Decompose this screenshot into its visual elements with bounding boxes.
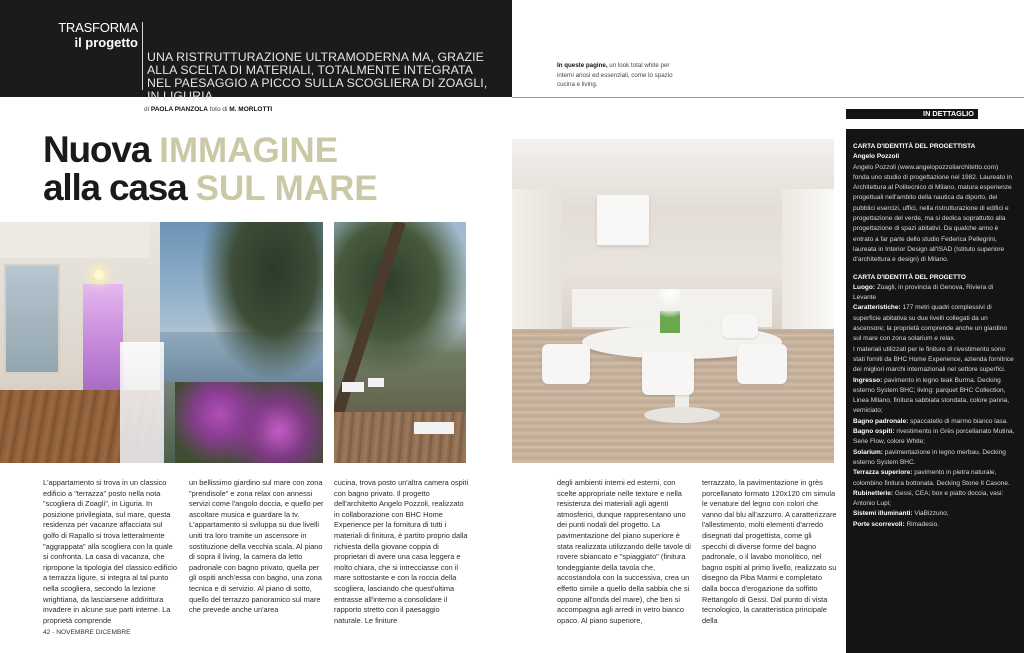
wall-lamp (94, 270, 104, 280)
body-column-2: un bellissimo giardino sul mare con zona "prendisole" e zona relax con annessi servizi come l'angolo doccia, e quello per ascoltare musica e guardare la tv. L'appartamento si sviluppa su due livelli uniti tra loro tramite un ascensore in sostituzione della vecchia scala. Al piano di sopra il living, la camera da letto padronale con bagno privato, quella per gli ospiti anch'essa con bagno, una zona tecnica e di servizio. Al piano di sotto, quello del terrazzo panoramico sul mare che prevede anche un'area (189, 478, 324, 615)
project-detail-text: pavimentazione in legno merbau. Decking esterno System BHC. (853, 448, 1006, 466)
project-detail-text: spaccatello di marmo bianco lasa. (908, 417, 1008, 425)
corridor-window (4, 264, 60, 374)
project-detail-item (853, 283, 1016, 304)
project-detail-label: Solarium: (853, 448, 883, 456)
title-word-2: IMMAGINE (159, 131, 339, 170)
project-detail-text: Gessi, CEA; box e piatto doccia, vasi: Antonio Lupi; (853, 489, 1004, 508)
byline (144, 106, 272, 113)
byline-photo-prefix: foto di (207, 106, 230, 113)
body-column-4: degli ambienti interni ed esterni, con scelte appropriate nelle texture e nella resistenza dei materiali agli agenti atmosferici, dunque rappresentano uno dei punti nodali del progetto. La pavimentazione del piano superiore è stata realizzata utilizzando delle tavole di rovere sbiancato e "spiaggiato" (finitura tondeggiante della tavola che, accostandola con la successiva, crea un effetto simile a quello della sabbia che si oppone all'onda del mare), che ben si accompagna agli arredi in vetro bianco opaco. Al piano superiore, (557, 478, 691, 625)
project-detail-item (853, 345, 1016, 376)
project-detail-label: Bagno ospiti: (853, 428, 895, 436)
designer-bio: Angelo Pozzoli (www.angelopozzoliarchitetto.com) fonda uno studio di progettazione nel 1982. Laureato in Architettura al Politecnico di Milano, matura esperienze progettuali nell'ambito della nautica da diporto, dei pubblici esercizi, uffici, nella ristrutturazione di edifici e progettazione del verde, ma si dedica soprattutto alla progettazione di spazi abitativi. Da qualche anno è entrato a far parte dello studio Federica Pellegrini, laureata in Interior Design all'ISAD (Istituto superiore d'architettura e design) di Milano. (853, 163, 1013, 264)
project-detail-item (853, 303, 1016, 344)
project-detail-text: Rimadesio. (904, 520, 939, 528)
project-detail-label: Sistemi illuminanti: (853, 510, 913, 518)
body-column-1: L'appartamento si trova in un classico edificio a "terrazza" posto nella nota "scogliera di Zoagli", in Liguria. In posizione privilegiata, sul mare, questa residenza per vacanze affacciata sul golfo di Rapallo si trova letteralmente "aggrappata" alla scogliera con la quale si confronta. La casa di vacanza, che ripropone la tipologia del classico edificio a terrazza ligure, si integra al tal punto nella scogliera, secondo la lezione wrightiana, da lasciarsene addirittura invadere in alcune sue parti interne. La proprietà comprende (43, 478, 177, 625)
project-detail-label: Rubinetterie: (853, 489, 894, 497)
flower-vase (660, 289, 680, 333)
project-detail-text: I materiali utilizzati per le finiture di rivestimento sono stati forniti da BHC Home Experience, azienda fornitrice dei migliori marchi internazionali nel settore superfici. (853, 345, 1014, 374)
sidebar-tag: IN DETTAGLIO (846, 109, 978, 119)
project-detail-item (853, 520, 1016, 530)
top-caption-text: un look total white per interni ariosi ed essenziali, come lo spazio cucina e living. (557, 62, 673, 89)
body-column-3: cucina, trova posto un'altra camera ospiti con bagno privato. Il progetto dell'architetto Angelo Pozzoli, realizzato in collaborazione con BHC Home Experience per la fornitura di tutti i materiali di finitura, è partito proprio dalla richiesta della giovane coppia di proprietari di avere una casa leggera e molto chiara, che si intrecciasse con il mare sottostante e con la roccia della scogliera, lasciando che quest'ultima entrasse all'interno a consolidare il rapporto stretto con il paesaggio naturale. Le finiture (334, 478, 469, 625)
dining-chair (737, 344, 787, 384)
project-detail-label: Caratteristiche: (853, 304, 901, 312)
sidebar-heading-project: CARTA D'IDENTITÀ DEL PROGETTO (853, 273, 966, 281)
designer-name: Angelo Pozzoli (853, 153, 900, 161)
byline-photographer: M. MORLOTTI (229, 106, 273, 113)
byline-author: PAOLA PIANZOLA (150, 106, 208, 113)
body-column-5: terrazzato, la pavimentazione in grès porcellanato formato 120x120 cm simula le venature del legno con colori che vanno dal blu all'azzurro. A caratterizzare l'allestimento, molti elementi d'arredo disegnati dal progettista, come gli specchi di diverse forme del bagno padronale, o il lavabo monolitico, nel bagno ospiti al primo livello, realizzato su disegno da Piba Marmi e completato dalla bocca d'erogazione da soffitto Rettangolo di Gessi. Dal punto di vista tecnologico, la caratteristica principale della (702, 478, 837, 625)
details-sidebar (846, 129, 1024, 653)
dining-chair (542, 344, 590, 384)
project-detail-item (853, 509, 1016, 519)
corridor-door (83, 284, 123, 390)
pendant-lamp (597, 195, 649, 245)
project-detail-label: Luogo: (853, 283, 876, 291)
project-detail-item (853, 376, 1016, 417)
header-band (0, 0, 512, 103)
living-left-wall (512, 189, 562, 329)
section-kicker-line1: TRASFORMA (58, 20, 138, 35)
top-caption-lead: In queste pagine, (557, 62, 608, 69)
byline-prefix: di (144, 106, 151, 113)
header-divider (142, 22, 143, 90)
sun-lounger (414, 422, 454, 434)
top-rule (512, 97, 1024, 98)
project-detail-text: 177 metri quadri complessivi di superficie abitativa su due livelli collegati da un ascensore; la proprietà comprende anche un giardino sul mare con zona solarium e relax. (853, 304, 1007, 343)
title-word-1: Nuova (43, 129, 160, 170)
lounge-chair (368, 378, 384, 387)
bougainvillea-shape (175, 382, 323, 463)
corridor-ceiling (0, 222, 150, 258)
article-subtitle: UNA RISTRUTTURAZIONE ULTRAMODERNA MA, GRAZIE ALLA SCELTA DI MATERIALI, TOTALMENTE INTEGRATA NEL PAESAGGIO A PICCO SULLA SCOGLIERA DI ZOAGLI, IN LIGURIA (147, 50, 488, 103)
project-detail-label: Ingresso: (853, 376, 883, 384)
section-kicker-line2: il progetto (74, 35, 138, 50)
project-detail-label: Porte scorrevoli: (853, 520, 905, 528)
project-detail-label: Terrazza superiore: (853, 469, 913, 477)
project-detail-label: Bagno padronale: (853, 417, 909, 425)
project-details-list (853, 283, 1016, 530)
terrace-deck (334, 412, 466, 463)
project-detail-text: Zoagli, in provincia di Genova, Riviera di Levante (853, 283, 994, 302)
project-detail-item (853, 468, 1016, 489)
title-word-4: SUL MARE (195, 169, 378, 208)
lounge-chair (342, 382, 364, 392)
project-detail-item (853, 417, 1016, 427)
project-detail-text: pavimento in legno teak Burma. Decking esterno System BHC; living: parquet BHC Collection, Linea Milano, finitura sabbiata stondata, colore panna, verniciato; (853, 376, 1010, 415)
living-right-wall (782, 189, 834, 339)
dining-chair (722, 314, 758, 338)
title-word-3: alla casa (43, 167, 196, 208)
glass-railing (120, 342, 164, 463)
project-detail-item (853, 489, 1016, 510)
page-folio: 42 - NOVEMBRE DICEMBRE (43, 629, 131, 636)
project-detail-text: ViaBizzuno; (912, 510, 949, 518)
project-detail-item (853, 427, 1016, 448)
sidebar-heading-designer: CARTA D'IDENTITÀ DEL PROGETTISTA (853, 143, 976, 150)
article-title (43, 131, 378, 207)
pine-tree-shape (200, 222, 323, 382)
living-room-photo (512, 139, 834, 463)
project-detail-text: pavimento in pietra naturale, colombino finitura bottonata. Decking Stone Il Casone. (853, 469, 1010, 487)
dining-chair (642, 351, 694, 395)
project-detail-item (853, 448, 1016, 469)
section-kicker (58, 20, 138, 50)
corridor-photo (0, 222, 323, 463)
table-base (644, 407, 720, 423)
terrace-photo (334, 222, 466, 463)
project-detail-text: rivestimento in Grès porcellanato Mutina, Serie Flow, colore White; (853, 428, 1015, 446)
top-caption (557, 61, 677, 90)
